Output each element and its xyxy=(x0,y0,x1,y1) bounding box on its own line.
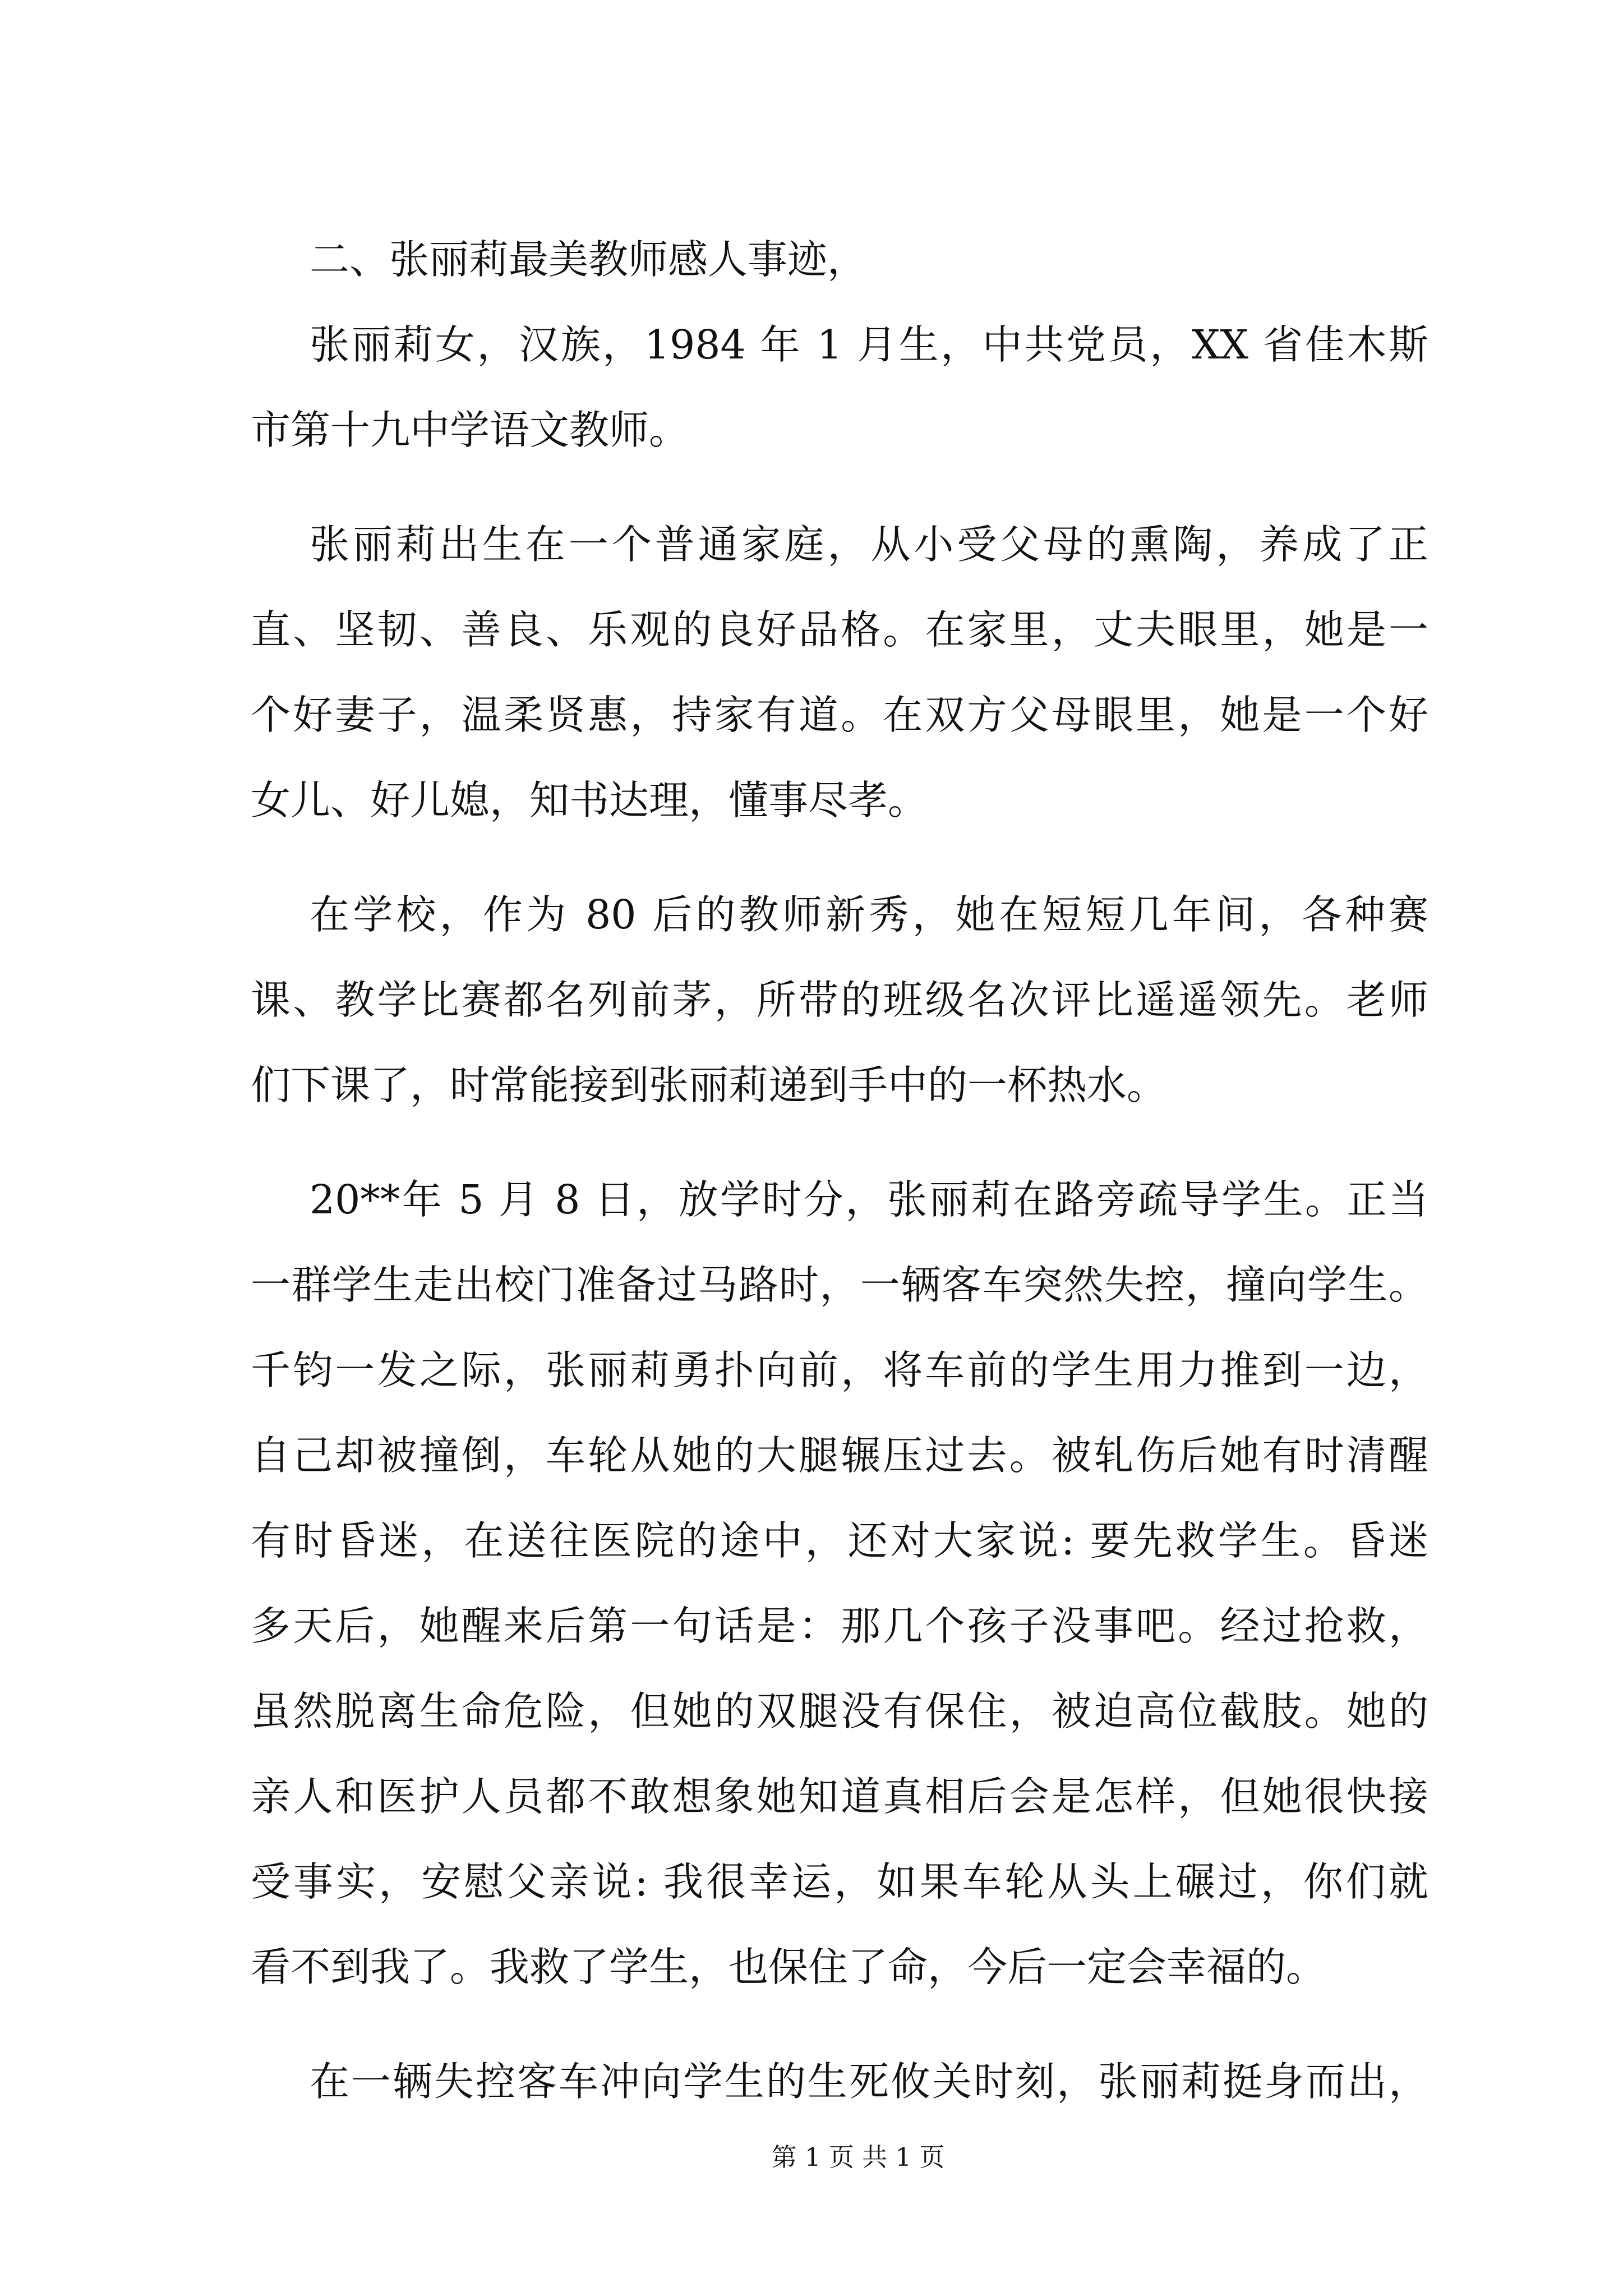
text-line: 千钧一发之际，张丽莉勇扑向前，将车前的学生用力推到一边， xyxy=(251,1347,1428,1393)
text-line: 在学校，作为 80 后的教师新秀，她在短短几年间，各种赛 xyxy=(310,891,1428,938)
paragraph-family xyxy=(251,502,1428,843)
text-line: 有时昏迷，在送往医院的途中，还对大家说: 要先救学生。昏迷 xyxy=(251,1517,1428,1564)
text-line: 虽然脱离生命危险，但她的双腿没有保住，被迫高位截肢。她的 xyxy=(251,1688,1428,1734)
text-line: 20**年 5 月 8 日，放学时分，张丽莉在路旁疏导学生。正当 xyxy=(310,1176,1428,1223)
text-line: 直、坚韧、善良、乐观的良好品格。在家里，丈夫眼里，她是一 xyxy=(251,606,1428,653)
text-line: 市第十九中学语文教师。 xyxy=(251,407,689,453)
paragraph-school xyxy=(251,872,1428,1128)
text-line: 自己却被撞倒，车轮从她的大腿辗压过去。被轧伤后她有时清醒 xyxy=(251,1432,1428,1479)
text-line: 个好妻子，温柔贤惠，持家有道。在双方父母眼里，她是一个好 xyxy=(251,692,1428,738)
paragraph-accident xyxy=(251,1157,1428,2010)
text-line: 二、张丽莉最美教师感人事迹， xyxy=(310,236,868,283)
text-line: 受事实，安慰父亲说: 我很幸运，如果车轮从头上碾过，你们就 xyxy=(251,1858,1428,1905)
text-line: 张丽莉出生在一个普通家庭，从小受父母的熏陶，养成了正 xyxy=(310,521,1428,568)
text-line: 一群学生走出校门准备过马路时，一辆客车突然失控，撞向学生。 xyxy=(251,1262,1428,1308)
text-line: 看不到我了。我救了学生，也保住了命，今后一定会幸福的。 xyxy=(251,1944,1326,1990)
text-line: 亲人和医护人员都不敢想象她知道真相后会是怎样，但她很快接 xyxy=(251,1773,1428,1820)
text-line: 们下课了，时常能接到张丽莉递到手中的一杯热水。 xyxy=(251,1062,1167,1108)
text-line: 多天后，她醒来后第一句话是：那几个孩子没事吧。经过抢救， xyxy=(251,1603,1428,1649)
paragraph-heading xyxy=(251,217,1428,302)
text-line: 张丽莉女，汉族，1984 年 1 月生，中共党员，XX 省佳木斯 xyxy=(310,321,1428,368)
paragraph-intro xyxy=(251,302,1428,473)
document-body xyxy=(251,217,1428,2124)
paragraph-conclusion xyxy=(251,2039,1428,2124)
text-line: 在一辆失控客车冲向学生的生死攸关时刻，张丽莉挺身而出， xyxy=(310,2058,1428,2105)
text-line: 课、教学比赛都名列前茅，所带的班级名次评比遥遥领先。老师 xyxy=(251,977,1428,1023)
page-footer: 第 1 页 共 1 页 xyxy=(771,2142,945,2172)
text-line: 女儿、好儿媳，知书达理，懂事尽孝。 xyxy=(251,777,928,823)
